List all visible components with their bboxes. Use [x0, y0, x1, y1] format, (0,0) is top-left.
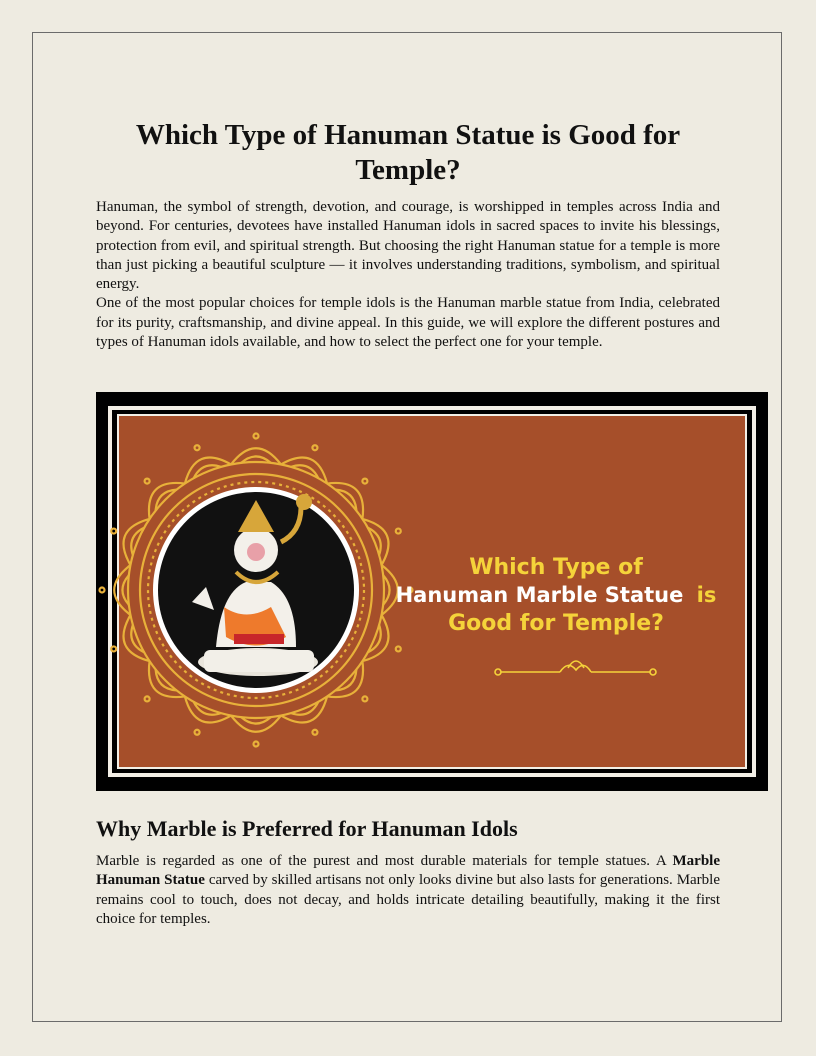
banner-line2-white: Hanuman Marble Statue [395, 583, 684, 607]
banner-line2-yellow: is [696, 583, 717, 607]
mandala-dot [111, 646, 116, 651]
article-title: Which Type of Hanuman Statue is Good for Temple? [135, 119, 681, 186]
marble-hanuman-statue-bold: Marble Hanuman Statue [96, 853, 720, 889]
section-heading: Why Marble is Preferred for Hanuman Idols [96, 816, 518, 841]
banner-graphic [96, 392, 768, 791]
second-paragraph: One of the most popular choices for temple idols is the Hanuman marble statue from India, celebrated for its purity, craftsmanship, and divine appeal. In this guide, we will explore the different postures and types of Hanuman idols available, and how to select the perfect one for your temple. [96, 295, 720, 351]
banner-line1: Which Type of [469, 555, 643, 580]
mandala-dot [100, 588, 105, 593]
section-text-after: carved by skilled artisans not only looks divine but also lasts for generations. Marble remains cool to touch, does not decay, and holds intricate detailing beautifully, making it the first choice for temples. [96, 872, 721, 927]
section-text-before: Marble is regarded as one of the purest and most durable materials for temple statues. A [96, 853, 666, 869]
hanuman-statue-icon [153, 487, 359, 693]
section-paragraph [96, 852, 720, 929]
banner-line3: Good for Temple? [448, 611, 664, 636]
banner-line2 [396, 583, 717, 607]
banner-image [96, 392, 768, 791]
article-body [96, 118, 720, 352]
mandala-dot [111, 529, 116, 534]
intro-paragraph: Hanuman, the symbol of strength, devotion, and courage, is worshipped in temples across India and beyond. For centuries, devotees have installed Hanuman idols in sacred spaces to invite his blessings, protection from evil, and spiritual strength. But choosing the right Hanuman statue for a temple is more than just picking a beautiful sculpture — it involves understanding traditions, symbolism, and spiritual energy. [96, 199, 720, 293]
